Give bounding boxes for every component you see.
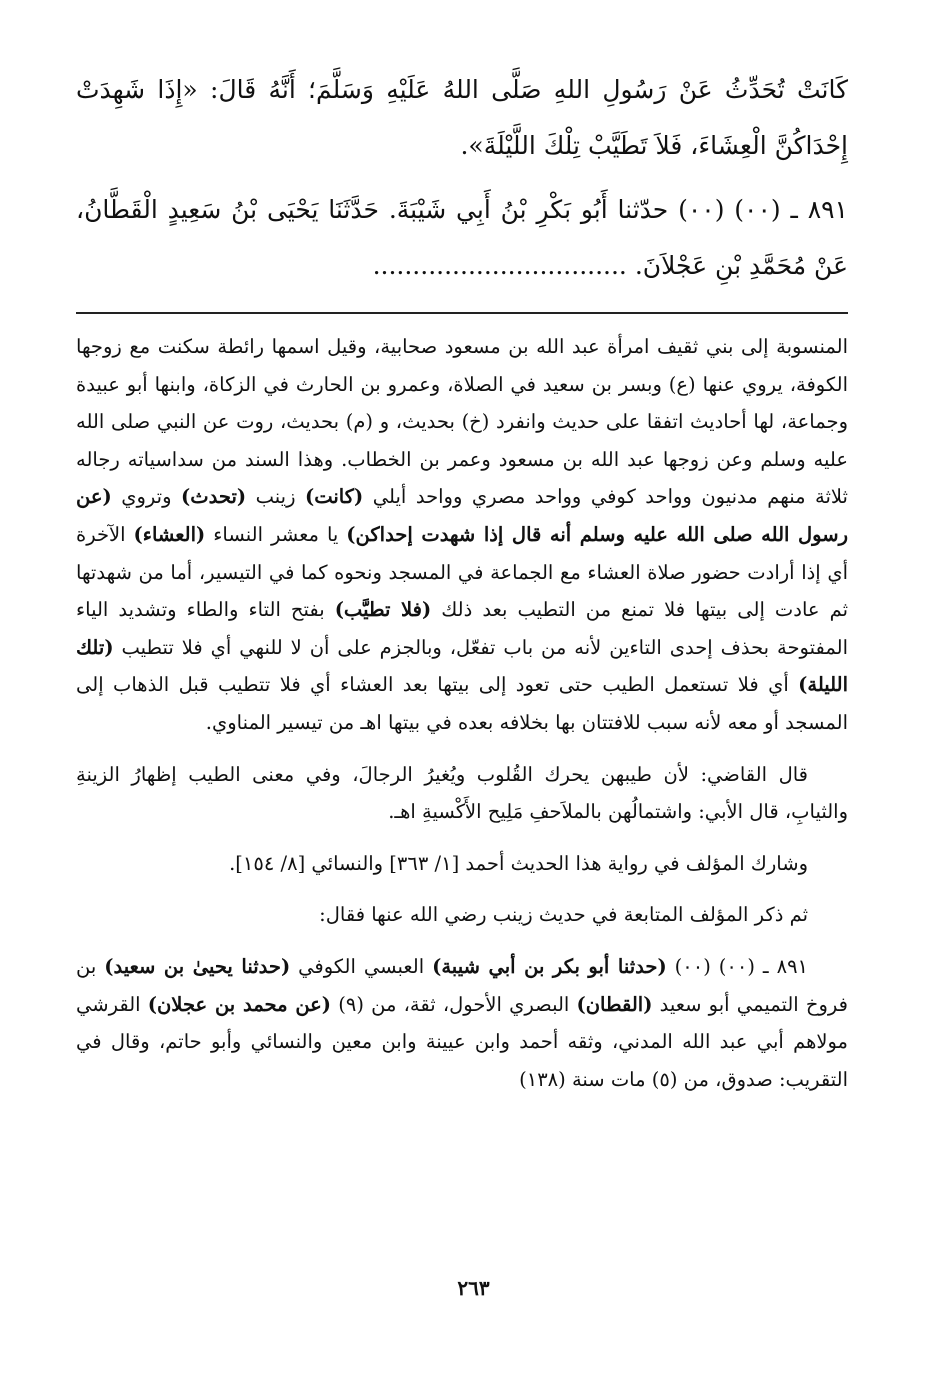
text-segment: الآخرة أي إذا أرادت حضور صلاة العشاء مع الجماعة في المسجد ونحوه كما في التيسير، أما من شهدتها ثم عادت إلى بيتها فلا تمنع من التطيب بعد ذلك (76, 522, 848, 622)
commentary (76, 328, 848, 1098)
text-segment: يا معشر النساء (205, 522, 347, 546)
commentary-paragraph-3: وشارك المؤلف في رواية هذا الحديث أحمد [١/ ٣٦٣] والنسائي [٨/ ١٥٤]. (229, 851, 808, 875)
bold-quote-segment: (حدثنا يحيىٰ بن سعيد) (104, 954, 291, 978)
bold-quote-segment: (تحدث) (181, 485, 247, 509)
hadith-dots: ................................ (372, 251, 627, 280)
commentary-paragraph-1 (76, 328, 848, 742)
text-segment: البصري الأحول، ثقة، من (٩) (331, 992, 577, 1016)
hadith-isnad: ٨٩١ ـ (٠٠) (٠٠) حدّثنا أَبُو بَكْرِ بْنُ أَبِي شَيْبَةَ. حَدَّثَنَا يَحْيَى بْنُ سَعِيدٍ الْقَطَّانُ، عَنْ مُحَمَّدِ بْنِ عَجْلاَنَ. (76, 195, 848, 280)
text-segment: وتروي (111, 485, 182, 509)
footnote-separator (76, 312, 848, 314)
bold-quote-segment: (كانت) (305, 485, 364, 509)
hadith-paragraph-1: كَانَتْ تُحَدِّثُ عَنْ رَسُولِ اللهِ صَلَّى اللهُ عَلَيْهِ وَسَلَّمَ؛ أَنَّهُ قَالَ: «إِذَا شَهِدَتْ إِحْدَاكُنَّ الْعِشَاءَ، فَلاَ تَطَيَّبْ تِلْكَ اللَّيْلَةَ». (76, 75, 848, 160)
text-segment: زينب (246, 485, 305, 509)
text-segment: القرشي مولاهم أبي عبد الله المدني، وثقه أحمد وابن عيينة وابن معين والنسائي وأبو حاتم، وقال في التقريب: صدوق، من (٥) مات سنة (١٣٨) (76, 992, 848, 1091)
bold-quote-segment: (عن محمد بن عجلان) (147, 992, 332, 1016)
text-segment: ٨٩١ ـ (٠٠) (٠٠) (666, 954, 809, 978)
text-segment: المنسوبة إلى بني ثقيف امرأة عبد الله بن مسعود صحابية، وقيل اسمها رائطة سكنت مع زوجها الكوفة، يروي عنها (ع) وبسر بن سعيد في الصلاة، وعمرو بن الحارث في الزكاة، وابنها أبو عبيدة وجماعة، لها أحاديث اتفقا على حديث وانفرد (خ) بحديث، و (م) بحديث، روت عن النبي صلى الله عليه وسلم وعن زوجها عبد الله بن مسعود وعمر بن الخطاب. وهذا السند من سداسياته رجاله ثلاثة منهم مدنيون وواحد كوفي وواحد مصري وواحد أيلي (76, 335, 848, 509)
bold-quote-segment: (القطان) (576, 992, 653, 1016)
bold-quote-segment: (حدثنا أبو بكر بن أبي شيبة) (432, 954, 667, 978)
bold-quote-segment: (فلا تطيَّب) (334, 598, 432, 622)
page-number: ٢٦٣ (457, 1276, 490, 1300)
text-segment: بفتح التاء والطاء وتشديد الياء المفتوحة بحذف إحدى التاءين لأنه من باب تفعّل، وبالجزم على أن لا للنهي أي فلا تتطيب (76, 598, 848, 659)
commentary-paragraph-2: قال القاضي: لأن طيبهن يحرك القُلوب ويُغيرُ الرجالَ، وفي معنى الطيب إظهارُ الزينةِ والثيابِ، قال الأبي: واشتمالُهن بالملاَحفِ مَلِيح الأَكْسيةِ اهـ. (76, 762, 848, 824)
commentary-paragraph-4: ثم ذكر المؤلف المتابعة في حديث زينب رضي الله عنها فقال: (319, 903, 808, 927)
bold-quote-segment: (العشاء) (133, 522, 206, 546)
hadith-paragraph-2 (76, 182, 848, 294)
hadith-text (76, 62, 848, 294)
book-page (76, 62, 848, 1362)
text-segment: العبسي الكوفي (290, 954, 433, 978)
bold-quote-segment: (عن رسول الله صلى الله عليه وسلم أنه قال إذا شهدت إحداكن) (76, 485, 848, 546)
commentary-paragraph-5 (76, 948, 848, 1098)
bold-quote-segment: (تلك الليلة) (76, 635, 848, 697)
text-segment: أي فلا تستعمل الطيب حتى تعود إلى بيتها بعد العشاء أي فلا تتطيب قبل الذهاب إلى المسجد أو معه لأنه سبب للافتتان بها بخلافه بعده في بيتها اهـ من تيسير المناوي. (76, 673, 848, 734)
text-segment: بن فروخ التميمي أبو سعيد (76, 954, 848, 1016)
